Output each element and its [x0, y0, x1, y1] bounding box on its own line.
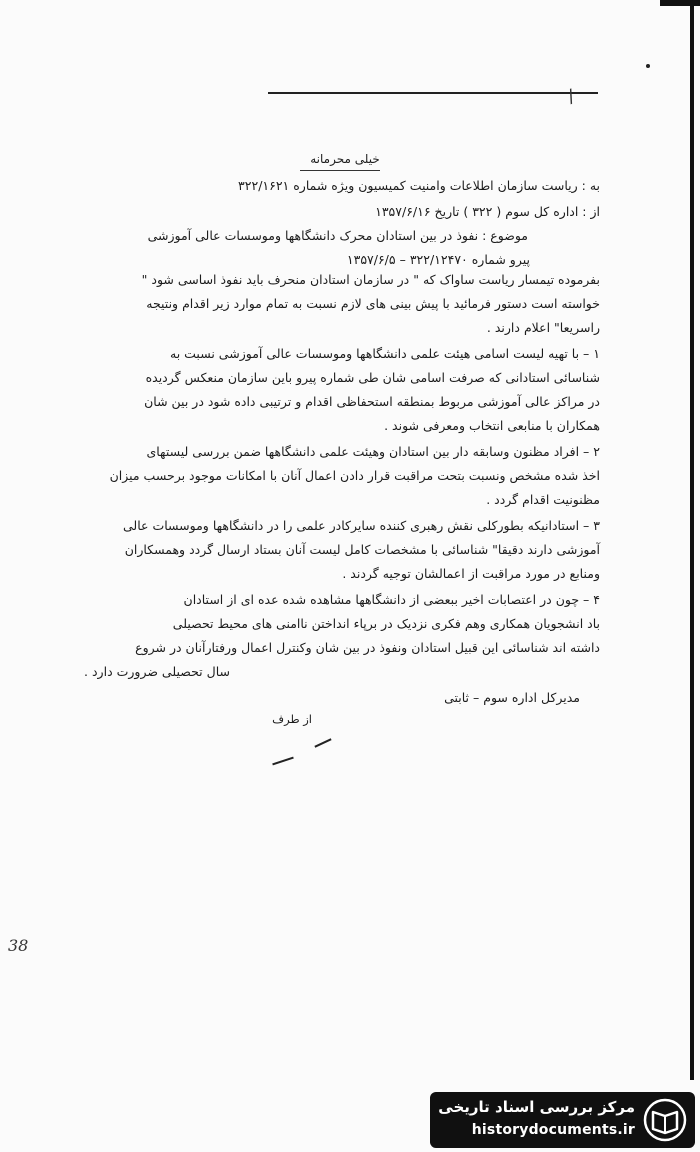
- body-line: اخذ شده مشخص ونسبت بتحت مراقبت قرار دادن اعمال آنان با امکانات موجود برحسب میزان: [109, 468, 600, 483]
- signature-title: مدیرکل اداره سوم – ثابتی: [444, 690, 580, 705]
- signature-stroke: [314, 738, 331, 747]
- sender-line: از : اداره کل سوم ( ۳۲۲ ) تاریخ ۱۳۵۷/۶/۱۶: [375, 204, 600, 219]
- classification-underline: [300, 170, 380, 171]
- body-line: مظنونیت اقدام گردد .: [486, 492, 600, 507]
- on-behalf-label: از طرف: [272, 712, 312, 726]
- body-line: آموزشی دارند دقیقا" شناسائی با مشخصات کامل لیست آنان بستاد ارسال گردد وهمسکاران: [124, 542, 600, 557]
- top-rule-line: [268, 92, 598, 94]
- recipient-line: به : ریاست سازمان اطلاعات وامنیت کمیسیون ویژه شماره ۳۲۲/۱۶۲۱: [238, 178, 600, 193]
- body-line: ۳ – استادانیکه بطورکلی نقش رهبری کننده سایرکادر علمی را در دانشگاهها وموسسات عالی: [122, 518, 600, 533]
- subject-line: موضوع : نفوذ در بین استادان محرک دانشگاهها وموسسات عالی آموزشی: [147, 228, 528, 243]
- watermark-text-en: historydocuments.ir: [471, 1122, 635, 1138]
- body-line: داشته اند شناسائی این قبیل استادان ونفوذ در بین شان وکنترل اعمال ورفتارآنان در شروع: [135, 640, 600, 655]
- ink-dot: [646, 64, 650, 68]
- scan-edge-right: [690, 0, 694, 1080]
- scan-edge-top: [660, 0, 700, 6]
- body-line: ۴ – چون در اعتصابات اخیر ببعضی از دانشگاهها مشاهده شده عده ای از استادان: [183, 592, 600, 607]
- book-logo-icon: [643, 1098, 687, 1142]
- reference-line: پیرو شماره ۳۲۲/۱۲۴۷۰ – ۱۳۵۷/۶/۵: [346, 252, 530, 267]
- body-line: باد انشجویان همکاری وهم فکری نزدیک در برپاء انداختن ناامنی های محیط تحصیلی: [172, 616, 600, 631]
- body-line: شناسائی استادانی که صرفت اسامی شان طی شماره پیرو باین سازمان منعکس گردیده: [145, 370, 600, 385]
- body-line: سال تحصیلی ضرورت دارد .: [84, 664, 230, 679]
- handwritten-check-mark: /: [564, 85, 578, 108]
- margin-handwritten-note: 38: [8, 936, 29, 955]
- body-line: ۱ – با تهیه لیست اسامی هیئت علمی دانشگاهها وموسسات عالی آموزشی نسبت به: [170, 346, 600, 361]
- body-line: بفرموده تیمسار ریاست ساواک که " در سازمان استادان منحرف باید نفوذ اساسی شود ": [141, 272, 600, 287]
- watermark-text-fa: مرکز بررسی اسناد تاریخی: [438, 1098, 635, 1116]
- body-line: خواسته است دستور فرمائید با پیش بینی های لازم نسبت به تمام موارد زیر اقدام ونتیجه: [146, 296, 600, 311]
- body-line: راسریعا" اعلام دارند .: [486, 320, 600, 335]
- body-line: ومنابع در مورد مراقبت از اعمالشان توجیه گردند .: [342, 566, 600, 581]
- body-line: ۲ – افراد مظنون وسابقه دار بین استادان وهیئت علمی دانشگاهها ضمن بررسی لیستهای: [146, 444, 600, 459]
- body-line: همکاران با منابعی انتخاب ومعرفی شوند .: [384, 418, 600, 433]
- classification-label: خیلی محرمانه: [310, 152, 380, 166]
- signature-stroke: [272, 757, 294, 766]
- body-line: در مراکز عالی آموزشی مربوط بمنطقه استحفاظی اقدام و ترتیبی داده شود در بین شان: [144, 394, 600, 409]
- archive-watermark: [430, 1092, 695, 1148]
